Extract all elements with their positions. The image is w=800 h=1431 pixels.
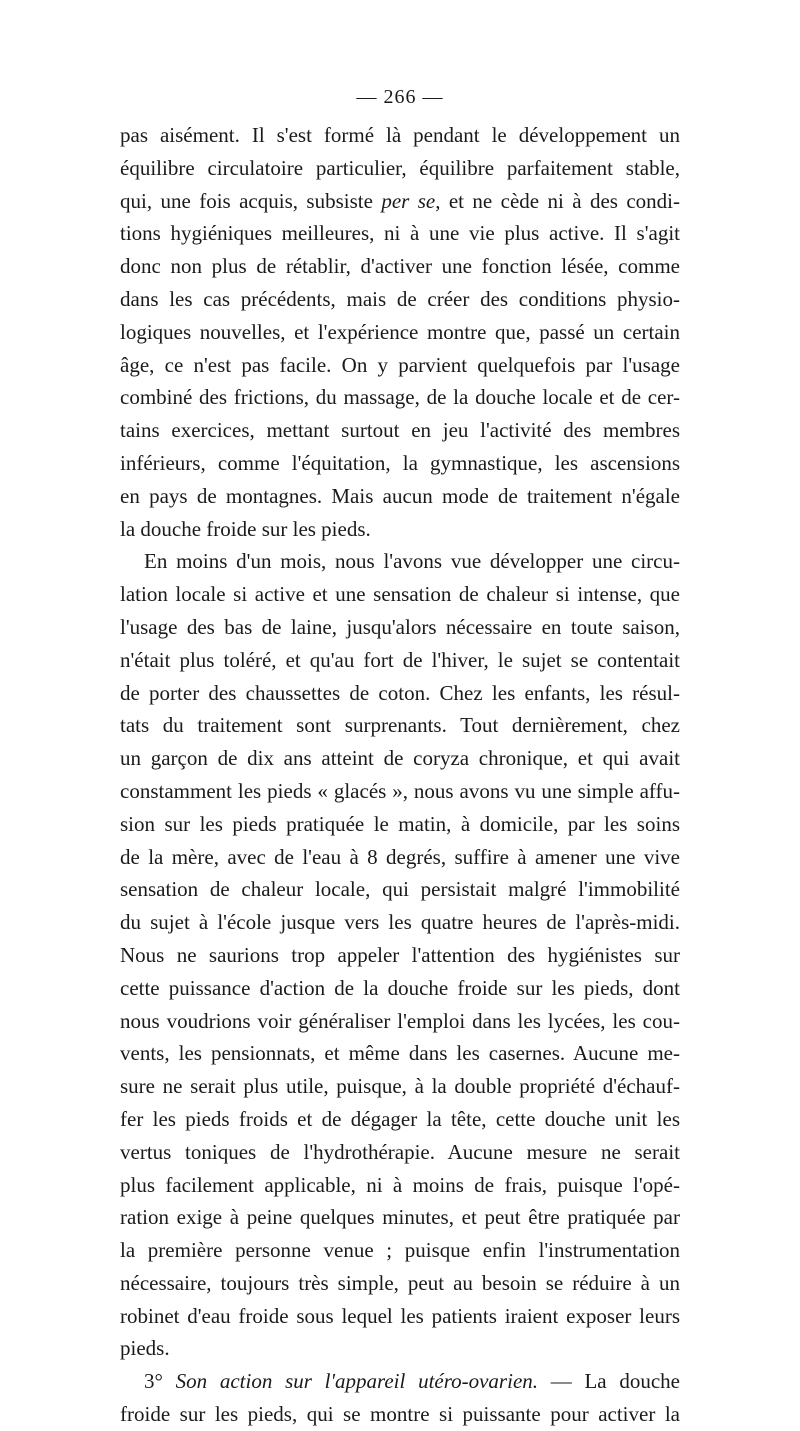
text-line: nous voudrions voir généraliser l'emploi dans les lycées, les cou- (120, 1008, 680, 1033)
text-line: En moins d'un mois, nous l'avons vue développer une circu- (144, 549, 680, 574)
text-line: de la mère, avec de l'eau à 8 degrés, suffire à amener une vive (120, 844, 680, 869)
text-line: n'était plus toléré, et qu'au fort de l'hiver, le sujet se contentait (120, 647, 680, 672)
text-line: sure ne serait plus utile, puisque, à la double propriété d'échauf- (120, 1074, 680, 1099)
text-line: tions hygiéniques meilleures, ni à une vie plus active. Il s'agit (120, 221, 680, 246)
text-line (120, 1365, 680, 1398)
text-line: froide sur les pieds, qui se montre si puissante pour activer la (120, 1402, 680, 1427)
text-line: âge, ce n'est pas facile. On y parvient quelquefois par l'usage (120, 352, 680, 377)
text-line: pas aisément. Il s'est formé là pendant le développement un (120, 123, 680, 147)
text-line: du sujet à l'école jusque vers les quatre heures de l'après-midi. (120, 910, 680, 935)
text-line: robinet d'eau froide sous lequel les patients iraient exposer leurs (120, 1303, 680, 1328)
text-segment: 3° (144, 1369, 176, 1394)
text-line: constamment les pieds « glacés », nous avons vu une simple affu- (120, 778, 680, 803)
text-line: de porter des chaussettes de coton. Chez les enfants, les résul- (120, 680, 680, 705)
text-line: dans les cas précédents, mais de créer des conditions physio- (120, 286, 680, 311)
italic-segment: Son action sur l'appareil utéro-ovarien. (175, 1369, 539, 1394)
text-line: vertus toniques de l'hydrothérapie. Aucune mesure ne serait (120, 1139, 680, 1164)
text-line: en pays de montagnes. Mais aucun mode de traitement n'égale (120, 483, 680, 508)
text-line: l'usage des bas de laine, jusqu'alors nécessaire en toute saison, (120, 614, 680, 639)
text-line: fer les pieds froids et de dégager la tête, cette douche unit les (120, 1106, 680, 1131)
text-line: tats du traitement sont surprenants. Tout dernièrement, chez (120, 713, 680, 738)
text-line: plus facilement applicable, ni à moins de frais, puisque l'opé- (120, 1172, 680, 1197)
text-line: logiques nouvelles, et l'expérience montre que, passé un certain (120, 319, 680, 344)
text-line: tains exercices, mettant surtout en jeu l'activité des membres (120, 418, 680, 443)
text-segment: qui, une fois acquis, subsiste (120, 188, 382, 213)
text-line: nécessaire, toujours très simple, peut au besoin se réduire à un (120, 1270, 680, 1295)
text-segment: — La douche (538, 1369, 680, 1394)
text-line: pieds. (120, 1336, 170, 1361)
text-line: la douche froide sur les pieds. (120, 516, 371, 541)
text-line: équilibre circulatoire particulier, équilibre parfaitement stable, (120, 155, 680, 180)
italic-segment: per se (381, 188, 436, 213)
text-line: un garçon de dix ans atteint de coryza chronique, et qui avait (120, 746, 680, 771)
text-line: cette puissance d'action de la douche froide sur les pieds, dont (120, 975, 680, 1000)
text-line (120, 185, 680, 218)
text-line: ration exige à peine quelques minutes, et peut être pratiquée par (120, 1205, 680, 1230)
text-line: sion sur les pieds pratiquée le matin, à domicile, par les soins (120, 811, 680, 836)
text-line: inférieurs, comme l'équitation, la gymnastique, les ascensions (120, 450, 680, 475)
body-text (120, 119, 680, 1431)
text-segment: , et ne cède ni à des condi- (435, 188, 680, 213)
text-line: Nous ne saurions trop appeler l'attention des hygiénistes sur (120, 942, 680, 967)
text-line: la première personne venue ; puisque enfin l'instrumentation (120, 1238, 680, 1263)
text-line: combiné des frictions, du massage, de la douche locale et de cer- (120, 385, 680, 410)
text-line: sensation de chaleur locale, qui persistait malgré l'immobilité (120, 877, 680, 902)
text-line: lation locale si active et une sensation de chaleur si intense, que (120, 582, 680, 607)
text-line: donc non plus de rétablir, d'activer une fonction lésée, comme (120, 254, 680, 279)
text-line: vents, les pensionnats, et même dans les casernes. Aucune me- (120, 1041, 680, 1066)
page-number: — 266 — (356, 86, 444, 108)
